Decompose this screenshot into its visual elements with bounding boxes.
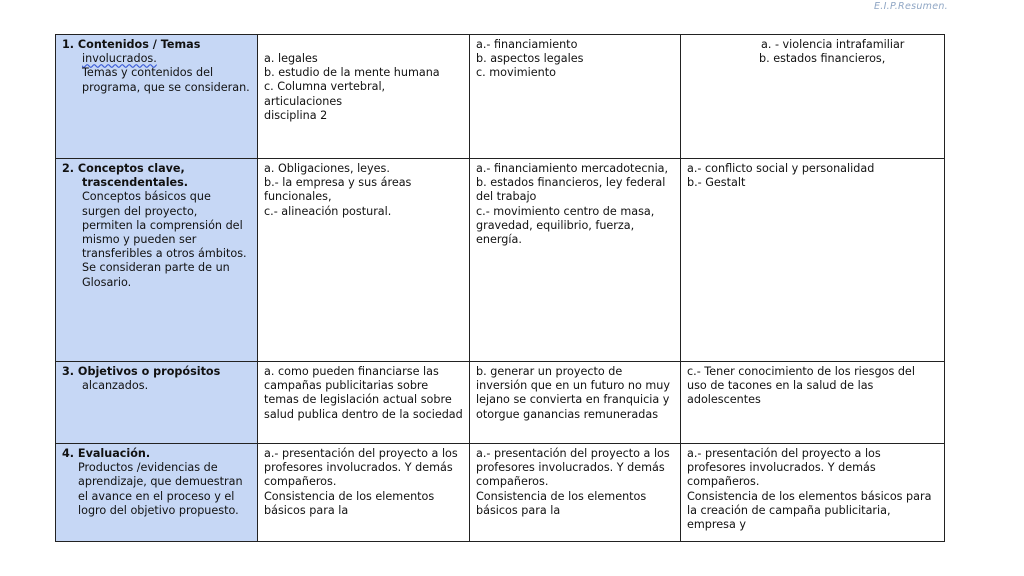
row-description: Productos /evidencias de aprendizaje, que demuestran el avance en el proceso y el logro del objetivo propuesto. bbox=[78, 461, 243, 517]
table-cell bbox=[258, 444, 470, 542]
row-title: 3. Objetivos o propósitos bbox=[62, 365, 221, 378]
row-title: 2. Conceptos clave, bbox=[62, 162, 185, 175]
cell-line: disciplina 2 bbox=[264, 108, 328, 122]
cell-line: c. movimiento bbox=[476, 66, 556, 80]
cell-line: Consistencia de los elementos básicos para la bbox=[476, 489, 647, 517]
table-row bbox=[56, 444, 945, 542]
cell-line: Consistencia de los elementos básicos para la creación de campaña publicitaria, empresa y bbox=[687, 489, 932, 532]
row-title-continued: alcanzados. bbox=[82, 379, 149, 393]
cell-line: Consistencia de los elementos básicos para la bbox=[264, 489, 435, 517]
row-title-continued: involucrados. bbox=[82, 52, 157, 66]
row-header-contenidos bbox=[56, 35, 258, 159]
cell-line: b. estados financieros, bbox=[759, 52, 886, 66]
cell-line: b. estados financieros, ley federal del trabajo bbox=[476, 176, 666, 204]
table-cell bbox=[681, 362, 945, 444]
table-cell bbox=[258, 35, 470, 159]
row-header-conceptos bbox=[56, 159, 258, 362]
cell-line: b.- Gestalt bbox=[687, 176, 746, 190]
cell-line: b.- la empresa y sus áreas funcionales, bbox=[264, 176, 412, 204]
cell-line: a.- presentación del proyecto a los profesores involucrados. Y demás compañeros. bbox=[476, 447, 670, 489]
cell-line: b. generar un proyecto de inversión que en un futuro no muy lejano se convierta en franquicia y otorgue ganancias remuneradas bbox=[476, 365, 670, 421]
cell-line: c.- Tener conocimiento de los riesgos del uso de tacones en la salud de las adolescentes bbox=[687, 365, 915, 407]
cell-line: c.- alineación postural. bbox=[264, 204, 392, 218]
cell-line: b. estudio de la mente humana bbox=[264, 66, 440, 80]
table-cell bbox=[470, 444, 681, 542]
cell-line: a.- conflicto social y personalidad bbox=[687, 162, 875, 175]
row-description: Conceptos básicos que surgen del proyecto, permiten la comprensión del mismo y pueden ser transferibles a otros ámbitos. Se consideran parte de un Glosario. bbox=[82, 190, 247, 289]
cell-line: c. Columna vertebral, articulaciones bbox=[264, 80, 386, 108]
cell-line: a.- presentación del proyecto a los profesores involucrados. Y demás compañeros. bbox=[687, 447, 881, 489]
table-row bbox=[56, 362, 945, 444]
table-cell bbox=[258, 159, 470, 362]
table-cell bbox=[681, 444, 945, 542]
cell-line: a. como pueden financiarse las campañas publicitarias sobre temas de legislación actual sobre salud publica dentro de la sociedad bbox=[264, 365, 463, 421]
document-header: E.I.P.Resumen. bbox=[873, 1, 948, 12]
row-title: 1. Contenidos / Temas bbox=[62, 38, 201, 51]
row-title-continued: trascendentales. bbox=[82, 176, 189, 190]
table-cell bbox=[470, 35, 681, 159]
table-cell bbox=[470, 159, 681, 362]
row-header-objetivos bbox=[56, 362, 258, 444]
cell-line: c.- movimiento centro de masa, gravedad, equilibrio, fuerza, energía. bbox=[476, 204, 655, 247]
cell-line: a.- financiamiento mercadotecnia, bbox=[476, 162, 669, 175]
table-cell bbox=[470, 362, 681, 444]
table-cell bbox=[258, 362, 470, 444]
cell-line: a. - violencia intrafamiliar bbox=[761, 38, 905, 51]
row-title: 4. Evaluación. bbox=[62, 447, 151, 460]
table-row bbox=[56, 35, 945, 159]
cell-line: b. aspectos legales bbox=[476, 52, 584, 66]
table-row bbox=[56, 159, 945, 362]
summary-table bbox=[55, 34, 945, 542]
table-cell bbox=[681, 35, 945, 159]
cell-line: a. Obligaciones, leyes. bbox=[264, 162, 390, 175]
cell-line: a. legales bbox=[264, 52, 318, 65]
table-cell bbox=[681, 159, 945, 362]
row-description: Temas y contenidos del programa, que se consideran. bbox=[82, 66, 250, 94]
cell-line: a.- presentación del proyecto a los profesores involucrados. Y demás compañeros. bbox=[264, 447, 458, 489]
row-header-evaluacion bbox=[56, 444, 258, 542]
cell-line: a.- financiamiento bbox=[476, 38, 578, 51]
